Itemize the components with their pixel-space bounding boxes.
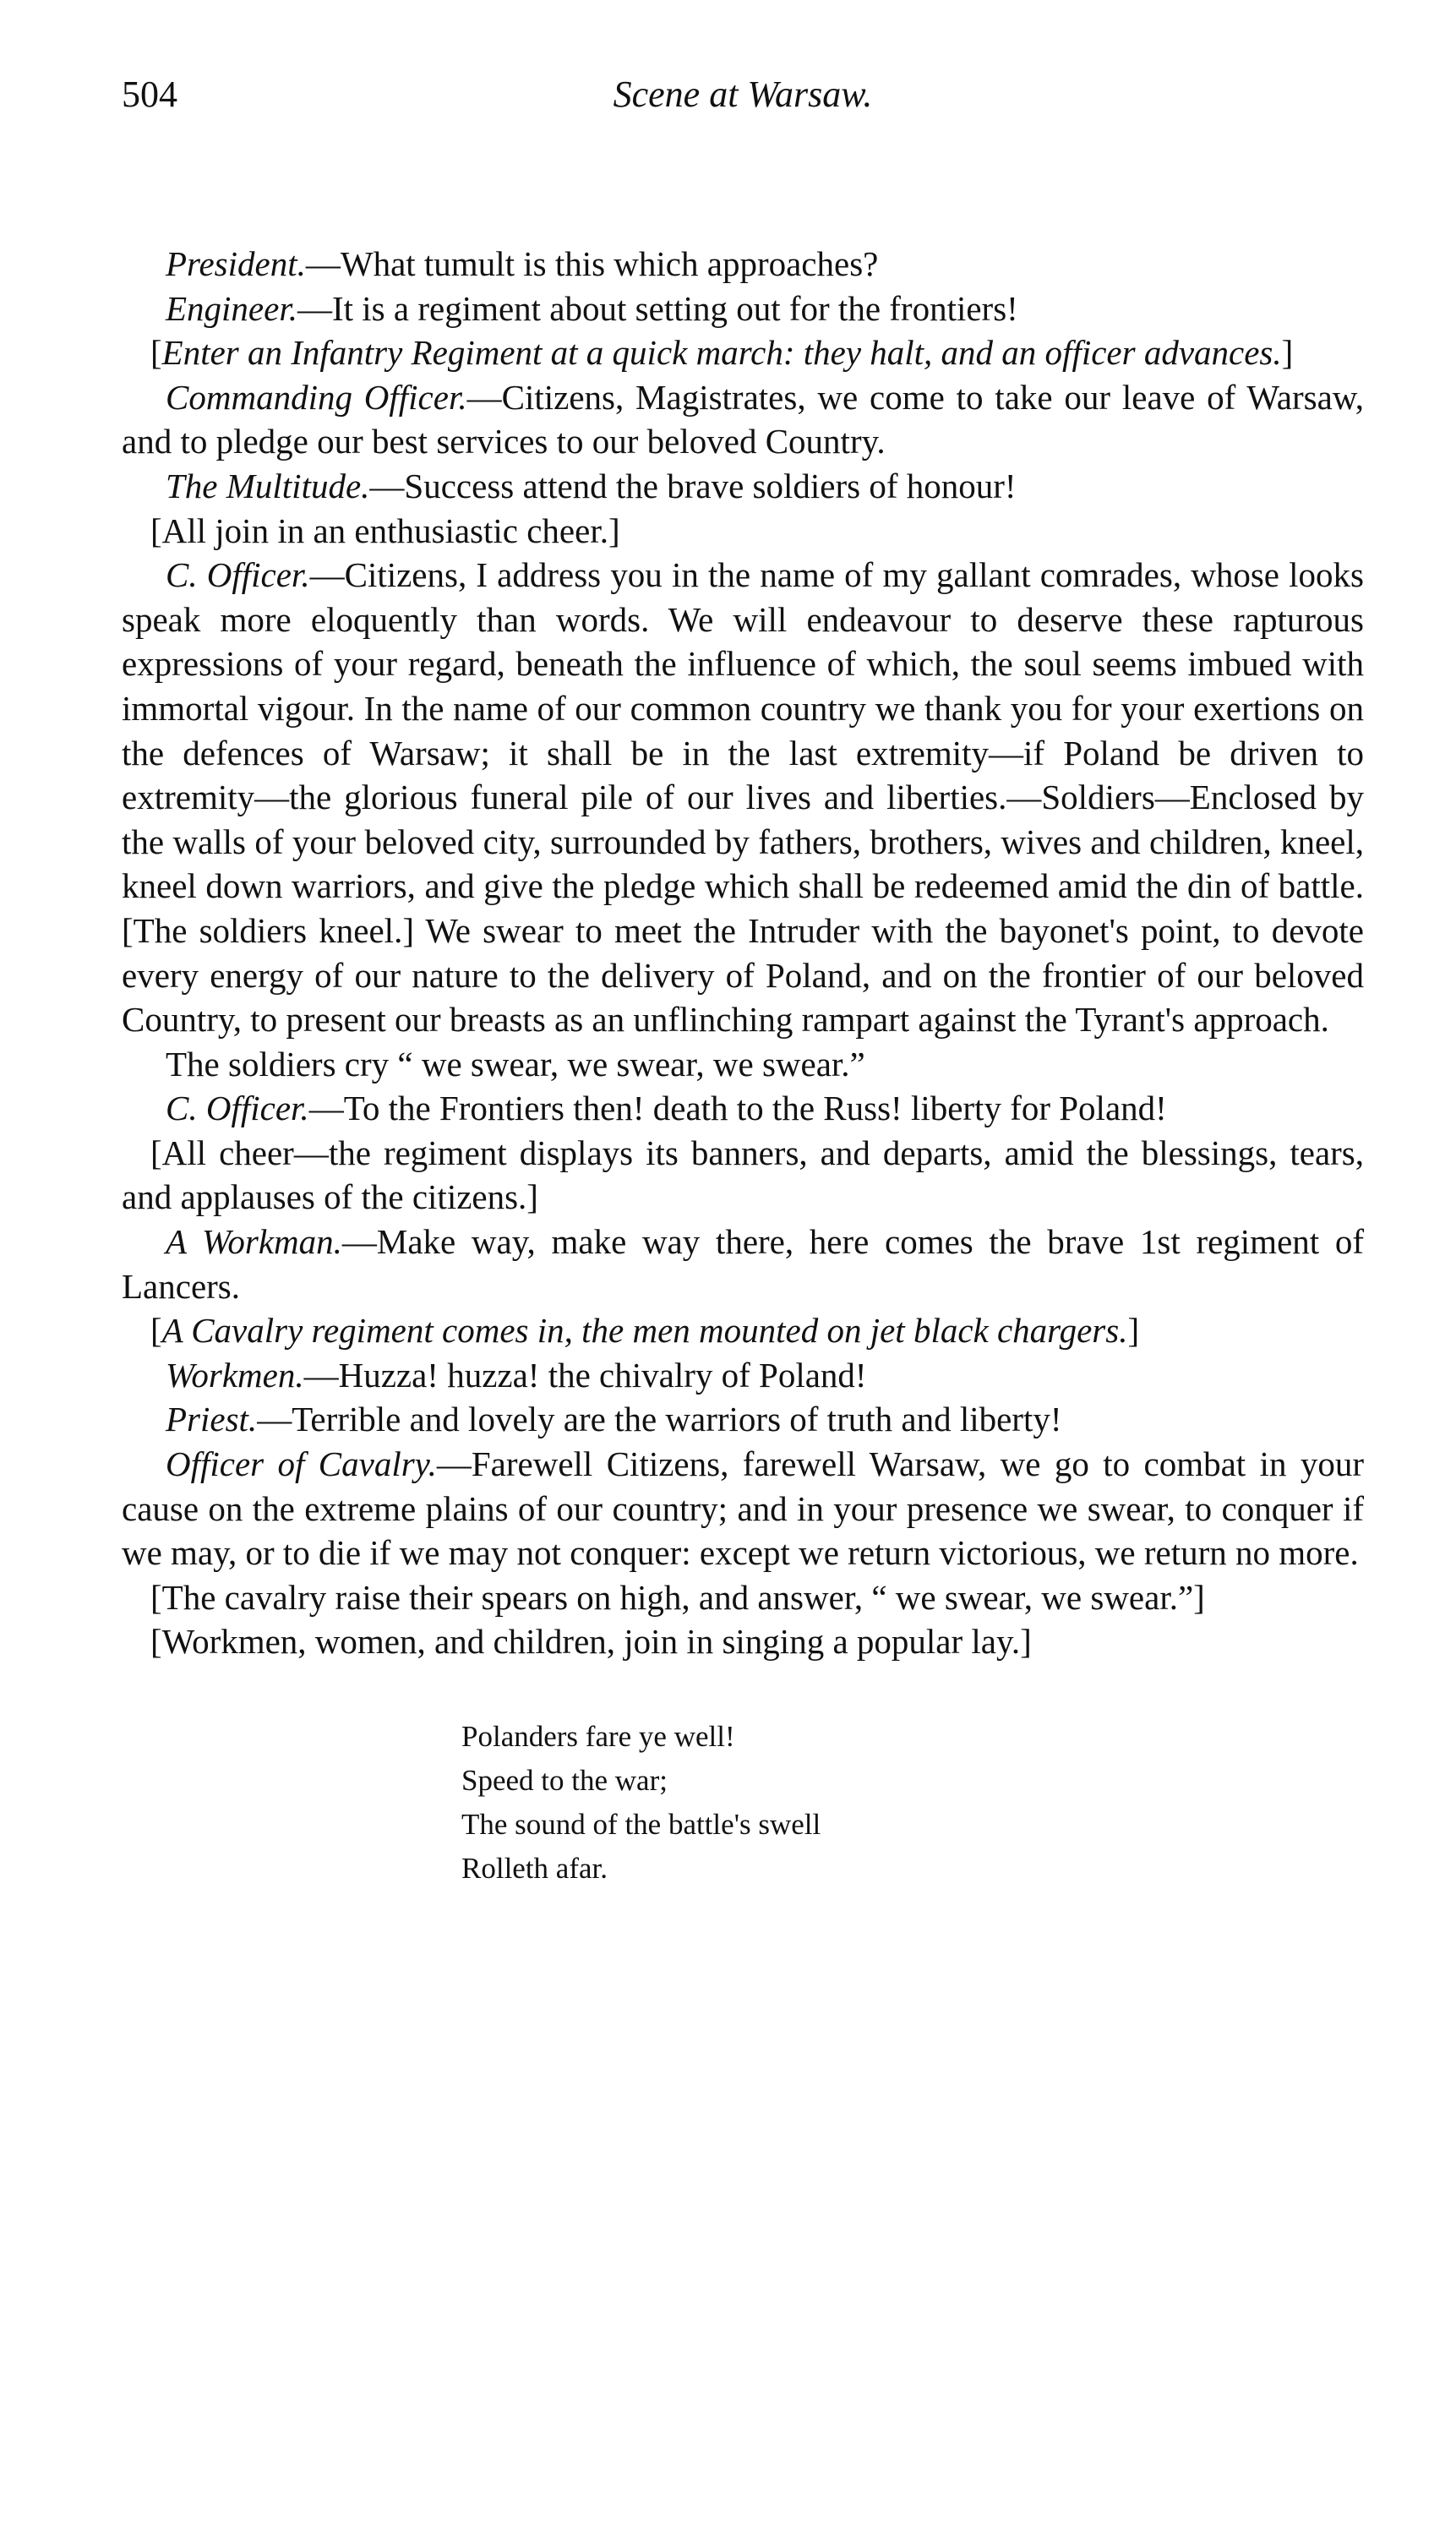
bracket-open: [ (150, 1311, 162, 1351)
speaker-name: Commanding Officer. (166, 377, 467, 417)
bracket-close: ] (1127, 1311, 1140, 1351)
speech-text: —Terrible and lovely are the warriors of truth and liberty! (257, 1400, 1062, 1439)
speech-commanding-officer (122, 375, 1364, 464)
verse-line: Polanders fare ye well! (461, 1720, 735, 1753)
speech-text: —What tumult is this which approaches? (305, 244, 879, 283)
speaker-name: Workmen. (166, 1355, 304, 1395)
stage-direction (122, 1308, 1364, 1353)
speech-multitude (122, 464, 1364, 509)
book-page (122, 73, 1364, 1891)
bracket-close: ] (1281, 333, 1294, 373)
speaker-name: The Multitude. (166, 466, 370, 505)
running-title: Scene at Warsaw. (613, 74, 873, 115)
speech-text: —Huzza! huzza! the chivalry of Poland! (303, 1355, 867, 1395)
speech-text: —Farewell Citizens, farewell Warsaw, we go to combat in your cause on the extreme plains of our country; and in your presence we swear, to conquer if we may, or to die if we may not conquer: except we return victorious, we return no more. (122, 1444, 1364, 1573)
stage-direction-text: Enter an Infantry Regiment at a quick march: they halt, and an officer advances. (161, 333, 1282, 373)
speech-c-officer (122, 1086, 1364, 1131)
speech-text: —To the Frontiers then! death to the Russ! liberty for Poland! (308, 1089, 1167, 1128)
speech-workmen (122, 1353, 1364, 1398)
stage-direction: [Workmen, women, and children, join in singing a popular lay.] (150, 1622, 1032, 1662)
speech-text: —Success attend the brave soldiers of honour! (369, 466, 1017, 505)
speech-c-officer (122, 553, 1364, 1042)
speech-officer-of-cavalry (122, 1442, 1364, 1575)
page-number: 504 (122, 74, 177, 115)
speech-text: —Citizens, I address you in the name of my gallant comrades, whose looks speak more eloquently than words. We will endeavour to deserve these rapturous expressions of your regard, beneath the influence of which, the soul seems imbued with immortal vigour. In the name of our common country we thank you for your exertions on the defences of Warsaw; it shall be in the last extremity—if Poland be driven to extremity—the glorious funeral pile of our lives and liberties.—Soldiers—Enclosed by the walls of your beloved city, surrounded by fathers, brothers, wives and children, kneel, kneel down warriors, and give the pledge which shall be redeemed amid the din of battle. [The soldiers kneel.] We swear to meet the Intruder with the bayonet's point, to devote every energy of our nature to the delivery of Poland, and on the frontier of our beloved Country, to present our breasts as an unflinching rampart against the Tyrant's approach. (122, 555, 1364, 1040)
speech-workman (122, 1220, 1364, 1308)
speaker-name: C. Officer. (166, 1089, 309, 1128)
stage-direction-text: A Cavalry regiment comes in, the men mounted on jet black chargers. (161, 1311, 1128, 1351)
speech-text: —Citizens, Magistrates, we come to take our leave of Warsaw, and to pledge our best services to our beloved Country. (122, 377, 1364, 461)
stage-direction: [All cheer—the regiment displays its banners, and departs, amid the blessings, tears, and applauses of the citizens.] (122, 1133, 1364, 1217)
verse-line: The sound of the battle's swell (461, 1808, 821, 1841)
speech-priest (122, 1397, 1364, 1442)
verse-line: Rolleth afar. (461, 1852, 608, 1885)
stage-direction: [The cavalry raise their spears on high, and answer, “ we swear, we swear.”] (150, 1577, 1205, 1617)
speaker-name: Priest. (166, 1400, 258, 1439)
speech-engineer (122, 287, 1364, 331)
bracket-open: [ (150, 333, 162, 373)
verse-line: Speed to the war; (461, 1764, 668, 1797)
speech-president (122, 242, 1364, 287)
stage-direction (122, 330, 1364, 375)
speaker-name: A Workman. (166, 1222, 342, 1262)
speaker-name: C. Officer. (166, 555, 310, 595)
page-header (122, 73, 1364, 132)
speaker-name: Engineer. (166, 288, 297, 328)
song-verse (461, 1715, 1364, 1891)
speech-text: —Make way, make way there, here comes the brave 1st regiment of Lancers. (122, 1222, 1364, 1306)
soldiers-cry: The soldiers cry “ we swear, we swear, we swear.” (166, 1044, 865, 1084)
speaker-name: Officer of Cavalry. (166, 1444, 437, 1484)
body-text (122, 242, 1364, 1664)
speech-text: —It is a regiment about setting out for the frontiers! (297, 288, 1018, 328)
speaker-name: President. (166, 244, 306, 283)
stage-direction: [All join in an enthusiastic cheer.] (150, 510, 620, 550)
